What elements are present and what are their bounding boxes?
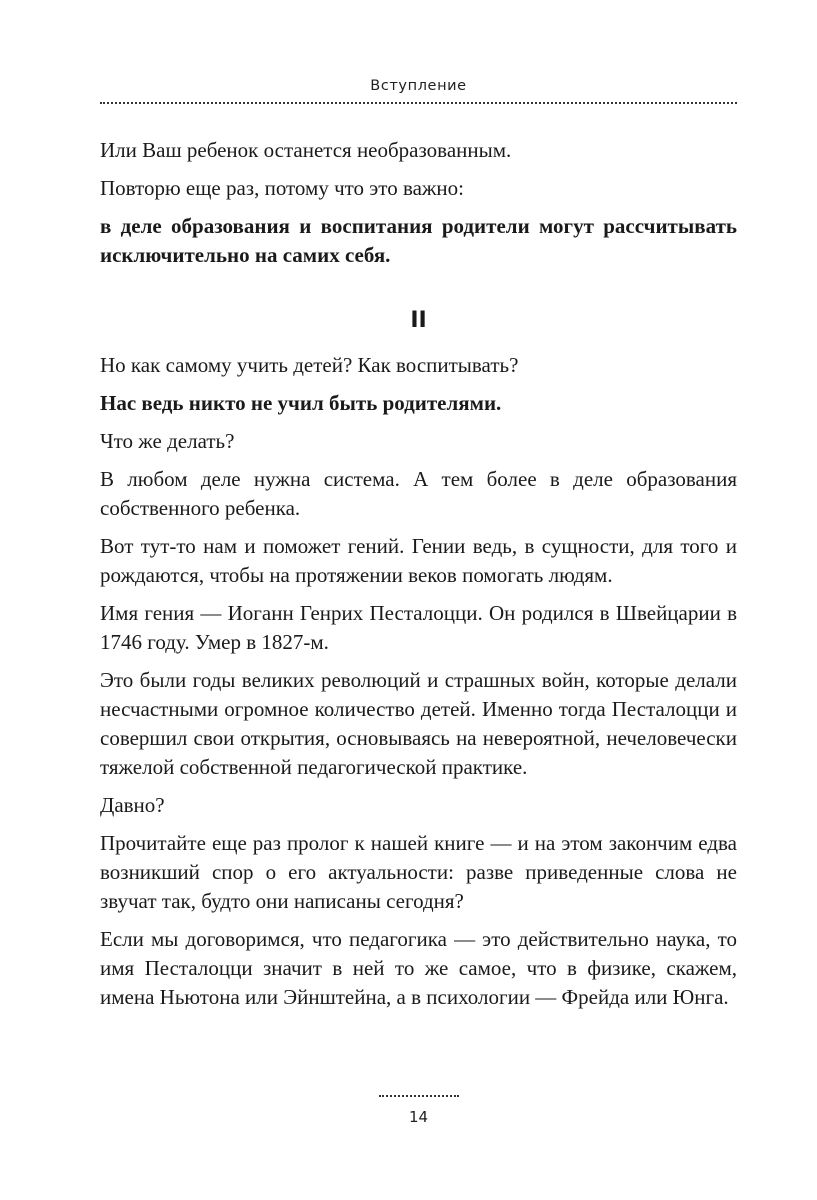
paragraph: Вот тут-то нам и поможет гений. Гении ведь, в сущности, для того и рождаются, чтобы на протяжении веков помогать людям. xyxy=(100,534,737,587)
paragraph: Прочитайте еще раз пролог к нашей книге — и на этом закончим едва возникший спор о его актуальности: разве приведенные слова не звучат так, будто они написаны сегодня? xyxy=(100,831,737,913)
paragraph: Или Ваш ребенок останется необразованным. xyxy=(100,138,512,162)
paragraph: В любом деле нужна система. А тем более в деле образования собственного ребенка. xyxy=(100,467,737,520)
paragraph: Если мы договоримся, что педагогика — это действительно наука, то имя Песталоцци значит в ней то же самое, что в физике, скажем, имена Ньютона или Эйнштейна, а в психологии — Фрейда или Юнга. xyxy=(100,927,737,1009)
footer-dotted-rule xyxy=(379,1095,459,1097)
running-header-title: Вступление xyxy=(370,78,467,94)
page-body xyxy=(100,136,737,1021)
paragraph: Повторю еще раз, потому что это важно: xyxy=(100,176,464,200)
paragraph: Что же делать? xyxy=(100,429,235,453)
paragraph: Это были годы великих революций и страшных войн, которые делали несчастными огромное количество детей. Именно тогда Песталоцци и совершил свои открытия, основываясь на невероятной, нечеловечески тяжелой собственной педагогической практике. xyxy=(100,668,737,779)
bold-paragraph: в деле образования и воспитания родители могут рассчитывать исключительно на самих себя. xyxy=(100,214,737,267)
book-page xyxy=(100,0,737,1200)
paragraph: Но как самому учить детей? Как воспитывать? xyxy=(100,353,519,377)
paragraph: Давно? xyxy=(100,793,165,817)
page-number: 14 xyxy=(408,1108,429,1126)
paragraph: Имя гения — Иоганн Генрих Песталоцци. Он родился в Швейцарии в 1746 году. Умер в 1827-м. xyxy=(100,601,737,654)
header-dotted-rule xyxy=(100,102,737,104)
section-number: II xyxy=(410,308,427,333)
bold-paragraph: Нас ведь никто не учил быть родителями. xyxy=(100,391,502,415)
